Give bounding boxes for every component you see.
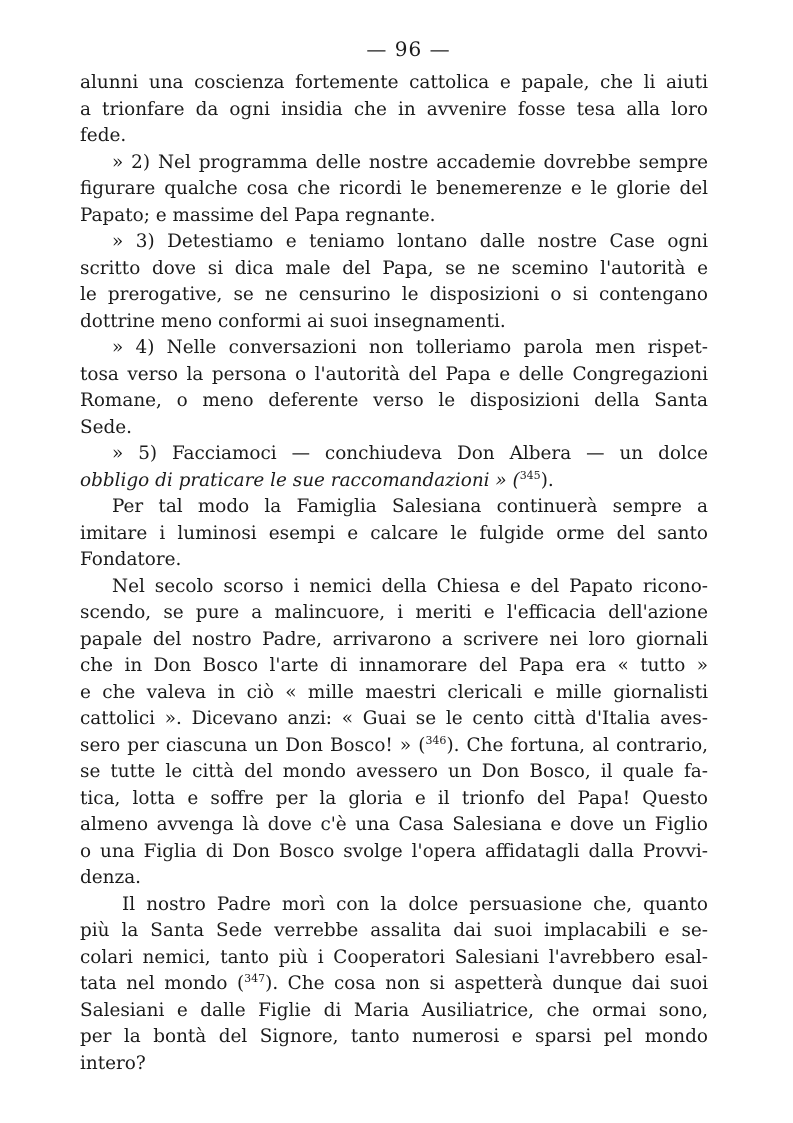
text-line-content: Salesiani e dalle Figlie di Maria Ausiliatrice, che ormai sono, [80,999,708,1021]
text-line-content: obbligo di praticare le sue raccomandazioni » ( [80,469,520,491]
text-line [80,839,708,866]
text-line-content: Fondatore. [80,549,182,570]
text-line-content: colari nemici, tanto più i Cooperatori Salesiani l'avrebbero esal- [80,946,708,968]
text-line [80,229,708,256]
text-line-content: alunni una coscienza fortemente cattolica e papale, che li aiuti [80,72,708,93]
text-line [80,150,708,177]
text-line [80,282,708,309]
text-line-content: » 2) Nel programma delle nostre accademie dovrebbe sempre [112,151,708,173]
footnote-ref: 345 [519,468,541,482]
text-line [80,812,708,839]
text-line [80,892,708,919]
text-line-content: le prerogative, se ne censurino le disposizioni o si contengano [80,284,708,305]
text-line [80,203,708,230]
text-line [80,521,708,548]
text-line-content: Romane, o meno deferente verso le disposizioni della Santa [80,390,708,411]
footnote-ref: 346 [425,733,447,747]
text-line [80,971,708,998]
text-line-content: Per tal modo la Famiglia Salesiana continuerà sempre a [112,496,708,517]
text-line-content: se tutte le città del mondo avessero un Don Bosco, il quale fa- [80,761,708,782]
text-line-content: denza. [80,867,141,888]
text-line-continuation: ). Che fortuna, al contrario, [446,734,709,756]
text-line [80,415,708,442]
text-line-content: Nel secolo scorso i nemici della Chiesa e del Papato ricono- [112,575,708,597]
text-line-content: che in Don Bosco l'arte di innamorare del Papa era « tutto » [80,655,708,676]
text-line [80,733,708,760]
text-line-content: imitare i luminosi esempi e calcare le fulgide orme del santo [80,522,708,544]
text-line-content: scendo, se pure a malincuore, i meriti e l'efficacia dell'azione [80,602,708,623]
text-line-content: scritto dove si dica male del Papa, se ne scemino l'autorità e [80,257,708,279]
page-number: — 96 — [366,37,451,61]
text-line-content: Papato; e massime del Papa regnante. [80,204,436,226]
text-line [80,468,708,495]
text-line [80,70,708,97]
text-line-content: o una Figlia di Don Bosco svolge l'opera affidatagli dalla Provvi- [80,840,708,862]
text-line [80,176,708,203]
body-text [80,70,708,1077]
text-line [80,653,708,680]
text-line [80,998,708,1025]
text-line [80,945,708,972]
text-line-content: almeno avvenga là dove c'è una Casa Salesiana e dove un Figlio [80,814,708,835]
text-line-content: sero per ciascuna un Don Bosco! » ( [80,734,426,756]
text-line [80,309,708,336]
text-line [80,706,708,733]
text-line [80,547,708,574]
text-line-content: tata nel mondo ( [80,973,245,994]
text-line-content: tica, lotta e soffre per la gloria e il trionfo del Papa! Questo [80,787,708,809]
text-line-content: cattolici ». Dicevano anzi: « Guai se le cento città d'Italia aves- [80,708,708,729]
footnote-ref: 347 [244,971,266,985]
text-line [80,362,708,389]
text-line-content: a trionfare da ogni insidia che in avvenire fosse tesa alla loro [80,98,708,120]
text-line [80,256,708,283]
text-line-content: Sede. [80,416,132,438]
text-line-content: figurare qualche cosa che ricordi le benemerenze e le glorie del [80,178,708,199]
text-line-content: più la Santa Sede verrebbe assalita dai suoi implacabili e se- [80,920,708,941]
text-line-content: dottrine meno conformi ai suoi insegnamenti. [80,310,506,332]
text-line [80,441,708,468]
text-line [80,627,708,654]
text-line [80,786,708,813]
text-line-content: » 4) Nelle conversazioni non tolleriamo parola men rispet- [112,337,708,358]
text-line [80,494,708,521]
text-line [80,600,708,627]
text-line [80,335,708,362]
text-line-content: intero? [80,1052,146,1074]
text-line-continuation: ). Che cosa non si aspetterà dunque dai suoi [265,973,708,994]
text-line-content: per la bontà del Signore, tanto numerosi e sparsi pel mondo [80,1026,708,1047]
text-line [80,123,708,150]
text-line [80,388,708,415]
text-line [80,1051,708,1078]
text-line [80,97,708,124]
text-line-content: tosa verso la persona o l'autorità del Papa e delle Congregazioni [80,363,708,385]
text-line-content: fede. [80,125,127,146]
text-line-content: » 3) Detestiamo e teniamo lontano dalle nostre Case ogni [112,231,708,252]
text-line [80,759,708,786]
text-line [80,1024,708,1051]
text-line [80,918,708,945]
text-line-content: papale del nostro Padre, arrivarono a scrivere nei loro giornali [80,628,708,650]
text-line-content: e che valeva in ciò « mille maestri clericali e mille giornalisti [80,681,708,703]
text-line-content: » 5) Facciamoci — conchiudeva Don Albera — un dolce [112,443,708,464]
text-line [80,680,708,707]
text-line [80,574,708,601]
text-line-continuation: ). [540,469,554,491]
text-line [80,865,708,892]
text-line-content: Il nostro Padre morì con la dolce persuasione che, quanto [122,893,708,915]
